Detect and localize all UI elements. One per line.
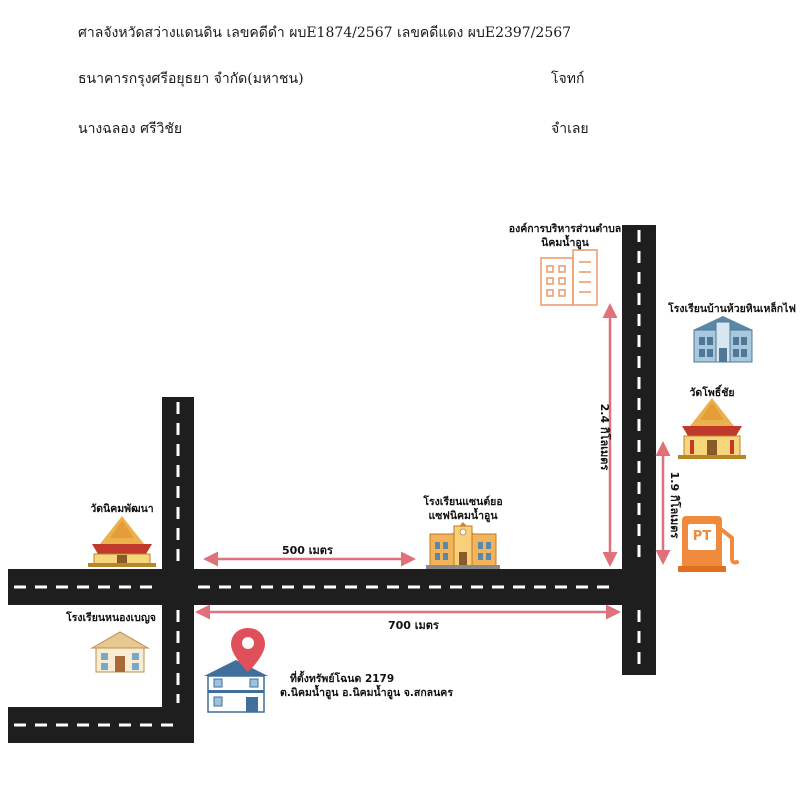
school-building-blue-icon (693, 316, 753, 362)
gas-station-sign: PT (692, 529, 712, 544)
temple-icon-pho-chai (678, 398, 746, 459)
plaintiff-role: โจทก์ (551, 71, 585, 87)
distance-1-9km-label: 1.9 กิโลเมตร (668, 471, 681, 539)
school-saen-label-line1: โรงเรียนแซนต์ยอ (423, 496, 503, 508)
school-saen-label-line2: แซฟนิคมน้ำอูน (428, 510, 498, 522)
sao-office-label-line2: นิคมน้ำอูน (541, 237, 589, 249)
school-huai-hin-label: โรงเรียนบ้านห้วยหินเหล็กไฟ (668, 303, 796, 315)
court-case-line: ศาลจังหวัดสว่างแดนดิน เลขคดีดำ ผบE1874/2567 เลขคดีแดง ผบE2397/2567 (78, 25, 572, 41)
school-building-cream-icon (92, 632, 148, 672)
property-house-icon (204, 660, 268, 712)
wat-nikhom-label: วัดนิคมพัฒนา (90, 503, 154, 515)
sao-office-label (500, 222, 630, 250)
wat-pho-chai-label: วัดโพธิ์ชัย (689, 387, 735, 399)
school-building-orange-icon (426, 522, 500, 569)
school-nong-bencha-label: โรงเรียนหนองเบญจ (66, 612, 156, 624)
distance-2-4km-label: 2.4 กิโลเมตร (598, 403, 611, 471)
defendant-name: นางฉลอง ศรีวิชัย (78, 121, 183, 137)
distance-700m-label: 700 เมตร (388, 619, 439, 632)
property-label-line1: ที่ตั้งทรัพย์โฉนด 2179 (290, 673, 395, 685)
school-saen-label (402, 495, 524, 523)
distance-500m-label: 500 เมตร (282, 544, 333, 557)
property-label-line2: ต.นิคมน้ำอูน อ.นิคมน้ำอูน จ.สกลนคร (280, 687, 453, 699)
property-label (280, 672, 453, 700)
sao-office-label-line1: องค์การบริหารส่วนตำบล (508, 223, 622, 235)
temple-icon-nikhom (88, 516, 156, 567)
gas-pump-icon (678, 516, 737, 572)
plaintiff-name: ธนาคารกรุงศรีอยุธยา จำกัด(มหาชน) (78, 71, 304, 87)
defendant-role: จำเลย (551, 121, 589, 137)
office-building-icon (541, 250, 597, 305)
